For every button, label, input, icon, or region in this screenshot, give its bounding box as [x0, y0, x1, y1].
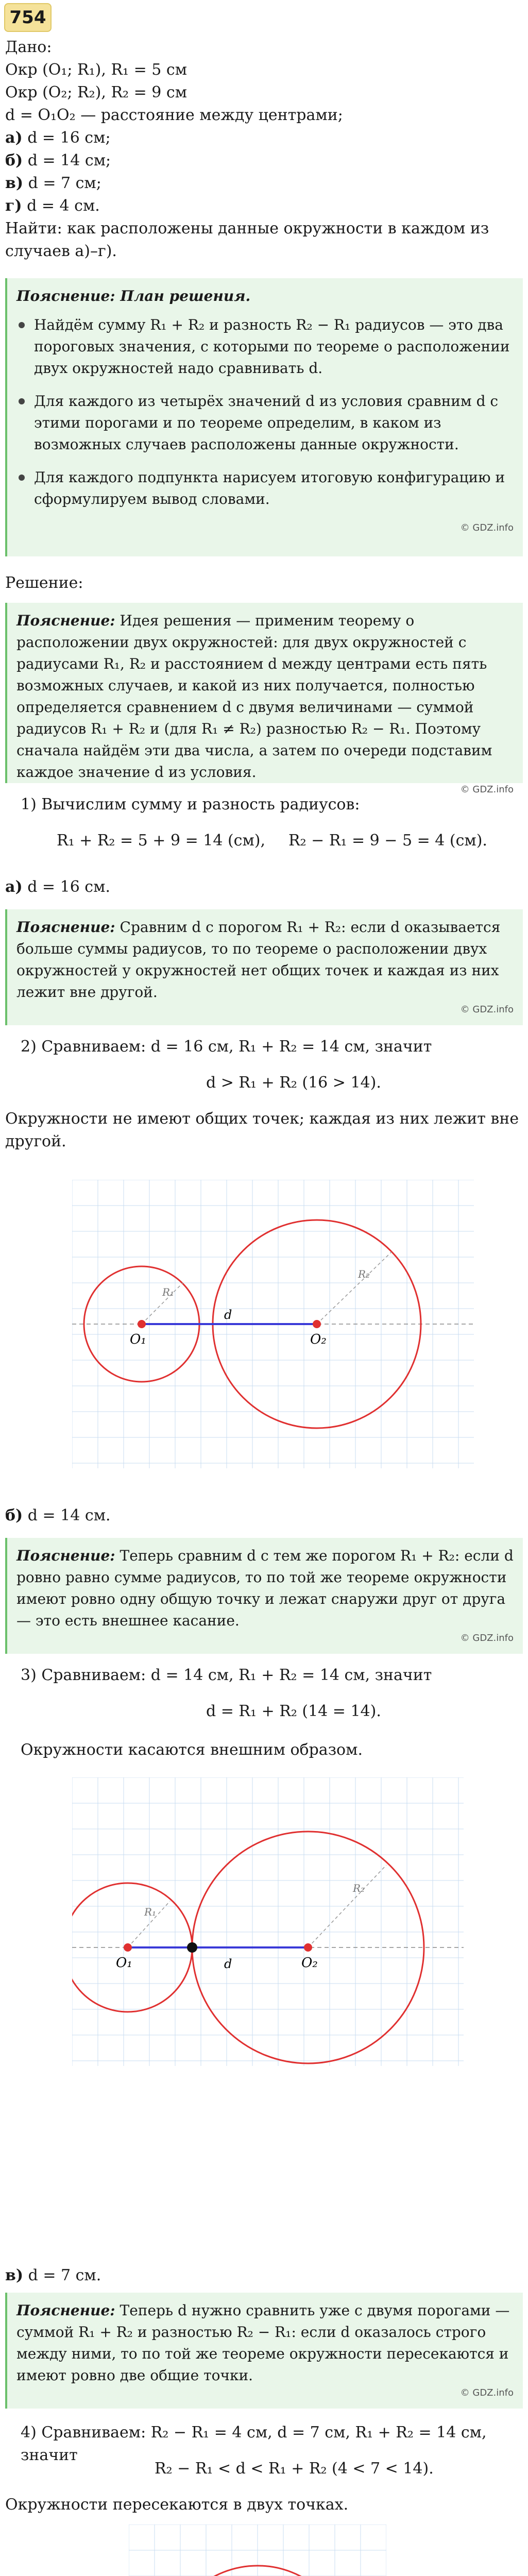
case-b-conclusion: Окружности касаются внешним образом. [21, 1741, 363, 1759]
label-r1: R₁ [162, 1286, 175, 1298]
step1-text: 1) Вычислим сумму и разность радиусов: [21, 795, 360, 814]
center-o2 [304, 1943, 312, 1952]
case-label: в) [5, 2266, 24, 2284]
figure-case-b [72, 1777, 464, 2066]
note-text: Теперь сравним d с тем же порогом R₁ + R₂: если d ровно равно сумме радиусов, то по той же теореме окружности имеют ровно одну общую точку и лежат снаружи друг от друга — это есть внешнее касание. [16, 1547, 514, 1629]
given-block [5, 36, 523, 263]
label-d: d [224, 1957, 232, 1971]
note-title: Пояснение: План решения. [16, 287, 251, 304]
gdz-watermark: © GDZ.info [460, 522, 514, 533]
find-text: Найти: как расположены данные окружности в каждом из случаев а)–г). [5, 219, 489, 260]
label-r1: R₁ [144, 1906, 157, 1918]
label-r2: R₂ [353, 1882, 365, 1894]
plan-item: Для каждого подпункта нарисуем итоговую конфигурацию и сформулируем вывод словами. [16, 467, 514, 510]
label-o1: O₁ [130, 1332, 146, 1347]
given-title: Дано: [5, 38, 52, 56]
case-c-conclusion: Окружности пересекаются в двух точках. [5, 2496, 349, 2514]
idea-note [5, 603, 523, 795]
case-c-note [5, 2293, 523, 2409]
gdz-watermark: © GDZ.info [460, 784, 514, 795]
given-case-c: в) d = 7 см; [5, 174, 101, 192]
case-value: d = 7 см. [28, 2266, 101, 2284]
formula-sum: R₁ + R₂ = 5 + 9 = 14 (см), [57, 832, 266, 850]
case-a-note [5, 909, 523, 1025]
note-title: Пояснение: [16, 919, 115, 936]
given-case-b: б) d = 14 см; [5, 151, 111, 170]
plan-note [5, 278, 523, 556]
case-value: d = 14 см. [27, 1506, 111, 1524]
grid [72, 1777, 464, 2066]
figure-b-svg [72, 1777, 464, 2066]
case-c-heading [5, 2264, 523, 2287]
figure-c-svg [129, 2524, 386, 2576]
case-b-note [5, 1538, 523, 1654]
case-label: в) [5, 174, 24, 192]
case-b-step: 3) Сравниваем: d = 14 см, R₁ + R₂ = 14 см, значит [21, 1666, 432, 1684]
plan-item: Найдём сумму R₁ + R₂ и разность R₂ − R₁ радиусов — это два пороговых значения, с которыми по теореме о расположении двух окружностей надо сравнивать d. [16, 314, 514, 379]
note-title: Пояснение: [16, 612, 115, 629]
label-d: d [224, 1308, 232, 1322]
given-line-2: Окр (O₂; R₂), R₂ = 9 см [5, 83, 188, 101]
label-o2: O₂ [310, 1332, 327, 1347]
case-label: а) [5, 878, 23, 896]
gdz-watermark: © GDZ.info [460, 1633, 514, 1643]
figure-a-svg [72, 1180, 474, 1468]
case-label: б) [5, 151, 23, 170]
case-label: б) [5, 1506, 23, 1524]
note-text: Сравним d с порогом R₁ + R₂: если d оказывается больше суммы радиусов, то по теореме о расположении двух окружностей у окружностей нет общих точек и каждая из них лежит вне другой. [16, 919, 501, 1001]
note-title: Пояснение: [16, 1547, 115, 1564]
case-a-heading [5, 876, 523, 899]
gdz-watermark: © GDZ.info [460, 1004, 514, 1015]
case-b-formula: d = R₁ + R₂ (14 = 14). [206, 1702, 381, 1720]
figure-case-a [72, 1180, 474, 1468]
case-b-heading [5, 1504, 523, 1527]
case-a-step: 2) Сравниваем: d = 16 см, R₁ + R₂ = 14 см, значит [21, 1038, 432, 1056]
case-c-formula: R₂ − R₁ < d < R₁ + R₂ (4 < 7 < 14). [155, 2460, 434, 2478]
case-a-formula: d > R₁ + R₂ (16 > 14). [206, 1074, 381, 1092]
plan-list [16, 314, 514, 510]
label-o2: O₂ [301, 1955, 318, 1971]
radius-2 [317, 1252, 391, 1324]
case-label: а) [5, 129, 23, 147]
center-o1 [138, 1320, 146, 1328]
solution-title: Решение: [5, 574, 83, 592]
case-value: d = 16 см. [27, 878, 110, 896]
given-line-1: Окр (O₁; R₁), R₁ = 5 см [5, 61, 188, 79]
tangent-point [187, 1942, 197, 1953]
case-c-step: 4) Сравниваем: R₂ − R₁ = 4 см, d = 7 см, R₁ + R₂ = 14 см, значит [21, 2424, 487, 2464]
given-case-d: г) d = 4 см. [5, 197, 100, 215]
formula-diff: R₂ − R₁ = 9 − 5 = 4 (см). [288, 832, 487, 850]
center-o1 [124, 1943, 132, 1952]
note-text: Идея решения — применим теорему о расположении двух окружностей: для двух окружностей с радиусами R₁, R₂ и расстоянием d между центрами есть пять возможных случаев, и какой из них получается, полностью определяется сравнением d с двумя величинами — суммой радиусов R₁ + R₂ и (для R₁ ≠ R₂) разностью R₂ − R₁. Поэтому сначала найдём эти два числа, а затем по очереди подставим каждое значение d из условия. [16, 612, 492, 781]
given-case-a: а) d = 16 см; [5, 129, 111, 147]
label-o1: O₁ [116, 1955, 132, 1971]
label-r2: R₂ [358, 1268, 370, 1280]
center-o2 [313, 1320, 321, 1328]
case-a-conclusion: Окружности не имеют общих точек; каждая из них лежит вне другой. [5, 1110, 519, 1150]
case-label: г) [5, 197, 22, 215]
gdz-watermark: © GDZ.info [460, 2387, 514, 2398]
figure-case-c [129, 2524, 386, 2576]
plan-item: Для каждого из четырёх значений d из условия сравним d с этими порогами и по теореме определим, в каком из возможных случаев расположены данные окружности. [16, 391, 514, 455]
note-text: Теперь d нужно сравнить уже с двумя порогами — суммой R₁ + R₂ и разностью R₂ − R₁: если d оказалось строго между ними, то по той же теореме окружности пересекаются и имеют ровно две общие точки. [16, 2302, 510, 2384]
note-title: Пояснение: [16, 2302, 115, 2319]
problem-number: 754 [4, 3, 52, 32]
given-line-3: d = O₁O₂ — расстояние между центрами; [5, 106, 343, 124]
grid [129, 2524, 386, 2576]
